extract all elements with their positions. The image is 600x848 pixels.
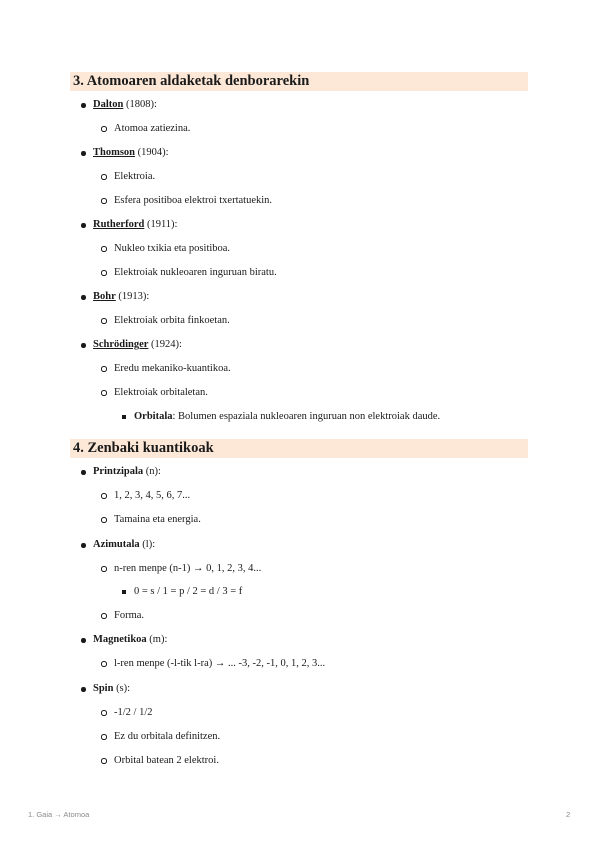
list-subitem bbox=[114, 706, 153, 720]
list-item-azimutala bbox=[93, 538, 155, 552]
subitem-text: Elektroiak orbitaletan. bbox=[114, 387, 208, 398]
bullet-circle bbox=[101, 270, 107, 276]
bullet-disc bbox=[81, 103, 86, 108]
term-symbol: (l): bbox=[139, 539, 156, 550]
bullet-circle bbox=[101, 661, 107, 667]
list-item-rutherford bbox=[93, 218, 177, 232]
list-subitem bbox=[114, 609, 144, 623]
list-subitem bbox=[114, 657, 325, 671]
list-subitem bbox=[114, 386, 208, 400]
subitem-text: Elektroiak nukleoaren inguruan biratu. bbox=[114, 267, 277, 278]
list-item-magnetikoa bbox=[93, 633, 167, 647]
list-subitem bbox=[114, 122, 190, 136]
bullet-circle bbox=[101, 710, 107, 716]
subitem-text: Nukleo txikia eta positiboa. bbox=[114, 243, 231, 254]
term-azimutala: Azimutala bbox=[93, 539, 140, 550]
bullet-circle bbox=[101, 126, 107, 132]
bullet-square bbox=[122, 590, 126, 594]
term-spin: Spin bbox=[93, 683, 114, 694]
list-subitem bbox=[114, 266, 277, 280]
bullet-disc bbox=[81, 223, 86, 228]
term-schrodinger: Schrödinger bbox=[93, 339, 149, 350]
bullet-circle bbox=[101, 493, 107, 499]
subitem-text: Esfera positiboa elektroi txertatuekin. bbox=[114, 195, 273, 206]
bullet-circle bbox=[101, 198, 107, 204]
list-subitem bbox=[114, 730, 220, 744]
subitem-text: Orbital batean 2 elektroi. bbox=[114, 755, 219, 766]
bullet-disc bbox=[81, 638, 86, 643]
list-item-thomson bbox=[93, 146, 169, 160]
subitem-text: -1/2 / 1/2 bbox=[114, 707, 153, 718]
list-item-spin bbox=[93, 682, 130, 696]
list-subitem bbox=[114, 754, 219, 768]
bullet-disc bbox=[81, 295, 86, 300]
list-subitem bbox=[114, 194, 272, 208]
bullet-circle bbox=[101, 734, 107, 740]
term-thomson: Thomson bbox=[93, 147, 136, 158]
page-number: 2 bbox=[566, 810, 571, 819]
bullet-circle bbox=[101, 246, 107, 252]
term-symbol: (m): bbox=[146, 634, 168, 645]
bullet-square bbox=[122, 415, 126, 419]
term-orbitala: Orbitala bbox=[134, 411, 173, 422]
section-3-heading: 3. Atomoaren aldaketak denborarekin bbox=[70, 72, 528, 91]
subitem-text: Forma. bbox=[114, 610, 145, 621]
bullet-disc bbox=[81, 151, 86, 156]
bullet-circle bbox=[101, 366, 107, 372]
term-date: (1904): bbox=[135, 147, 169, 158]
subsubitem-text: 0 = s / 1 = p / 2 = d / 3 = f bbox=[134, 586, 243, 597]
list-item-bohr bbox=[93, 290, 149, 304]
term-symbol: (s): bbox=[113, 683, 131, 694]
bullet-circle bbox=[101, 613, 107, 619]
term-magnetikoa: Magnetikoa bbox=[93, 634, 147, 645]
bullet-disc bbox=[81, 687, 86, 692]
list-subitem bbox=[114, 362, 231, 376]
subitem-text: 1, 2, 3, 4, 5, 6, 7... bbox=[114, 490, 191, 501]
bullet-disc bbox=[81, 470, 86, 475]
term-rutherford: Rutherford bbox=[93, 219, 145, 230]
list-subitem bbox=[114, 242, 230, 256]
term-symbol: (n): bbox=[143, 466, 161, 477]
term-date: (1808): bbox=[123, 99, 157, 110]
subitem-text: Ez du orbitala definitzen. bbox=[114, 731, 221, 742]
term-dalton: Dalton bbox=[93, 99, 124, 110]
list-subsubitem bbox=[134, 585, 242, 599]
term-date: (1913): bbox=[115, 291, 150, 302]
term-printzipala: Printzipala bbox=[93, 466, 144, 477]
bullet-disc bbox=[81, 543, 86, 548]
bullet-circle bbox=[101, 390, 107, 396]
list-subsubitem bbox=[134, 410, 440, 424]
bullet-circle bbox=[101, 517, 107, 523]
bullet-circle bbox=[101, 174, 107, 180]
subitem-text: Elektroiak orbita finkoetan. bbox=[114, 315, 230, 326]
bullet-circle bbox=[101, 566, 107, 572]
bullet-circle bbox=[101, 758, 107, 764]
section-4-heading: 4. Zenbaki kuantikoak bbox=[70, 439, 528, 458]
list-item-dalton bbox=[93, 98, 157, 112]
list-subitem bbox=[114, 314, 230, 328]
list-subitem bbox=[114, 489, 190, 503]
list-item-schrodinger bbox=[93, 338, 182, 352]
subitem-text: l-ren menpe (-l-tik l-ra) → ... -3, -2, -1, 0, 1, 2, 3... bbox=[114, 658, 326, 669]
footer-breadcrumb: 1. Gaia → Atomoa bbox=[28, 810, 90, 819]
bullet-disc bbox=[81, 343, 86, 348]
term-bohr: Bohr bbox=[93, 291, 116, 302]
subitem-text: n-ren menpe (n-1) → 0, 1, 2, 3, 4... bbox=[114, 563, 262, 574]
subitem-text: Elektroia. bbox=[114, 171, 156, 182]
list-subitem bbox=[114, 562, 261, 576]
definition-text: : Bolumen espaziala nukleoaren inguruan non elektroiak daude. bbox=[172, 411, 441, 422]
list-item-printzipala bbox=[93, 465, 161, 479]
bullet-circle bbox=[101, 318, 107, 324]
list-subitem bbox=[114, 513, 201, 527]
term-date: (1924): bbox=[148, 339, 182, 350]
subitem-text: Atomoa zatiezina. bbox=[114, 123, 191, 134]
term-date: (1911): bbox=[144, 219, 178, 230]
subitem-text: Eredu mekaniko-kuantikoa. bbox=[114, 363, 231, 374]
list-subitem bbox=[114, 170, 155, 184]
subitem-text: Tamaina eta energia. bbox=[114, 514, 201, 525]
